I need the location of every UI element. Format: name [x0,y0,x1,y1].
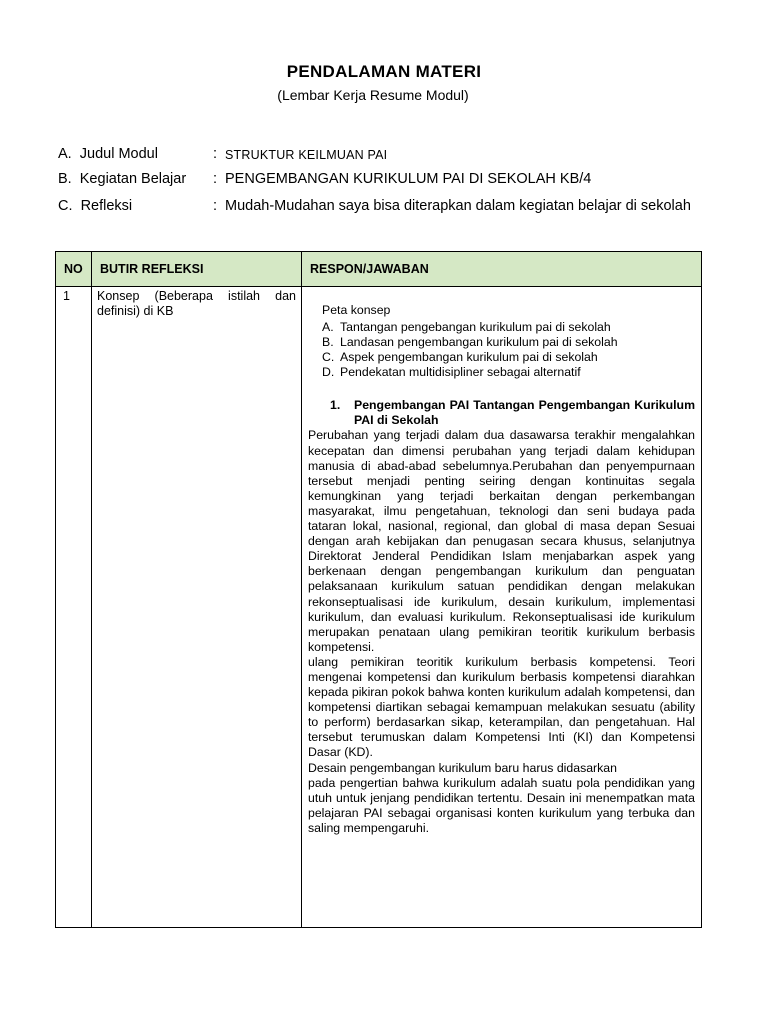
module-info [58,146,708,215]
section-heading [330,398,695,428]
header-respon-jawaban: RESPON/JAWABAN [302,252,702,287]
colon: : [213,171,218,187]
colon: : [213,198,218,214]
list-item: C. Aspek pengembangan kurikulum pai di sekolah [322,350,598,365]
activity-row [58,171,708,198]
reflection-value: Mudah-Mudahan saya bisa diterapkan dalam kegiatan belajar di sekolah [225,198,691,214]
paragraph: pada pengertian bahwa kurikulum adalah suatu pola pendidikan yang utuh untuk jenjang pendidikan tertentu. Desain ini menempatkan mata pelajaran PAI sebagai organisasi konten kurikulum yang terbuka dan saling mempengaruhi. [308,775,695,835]
paragraph: ulang pemikiran teoritik kurikulum berbasis kompetensi. Teori mengenai kompetensi dan kurikulum berbasis kompetensi diarahkan kepada pikiran pokok bahwa konten kurikulum adalah kompetensi, dan kompetensi diartikan sebagai kemampuan melakukan sesuatu (ability to perform) berdasarkan sikap, keterampilan, dan pengetahuan. Hal tersebut terumuskan dalam Kompetensi Inti (KI) dan Kompetensi Dasar (KD). [308,654,695,760]
butir-refleksi-cell: Konsep (Beberapa istilah dan definisi) di KB [92,287,302,928]
concept-map-list [308,320,695,380]
module-title-label: A. Judul Modul [58,146,158,162]
module-title-value: STRUKTUR KEILMUAN PAI [225,148,388,162]
reflection-label: C. Refleksi [58,198,133,214]
activity-label: B. Kegiatan Belajar [58,171,187,187]
table-header-row [56,252,702,287]
section-title: Pengembangan PAI Tantangan Pengembangan Kurikulum PAI di Sekolah [354,398,695,428]
paragraph: Desain pengembangan kurikulum baru harus didasarkan [308,760,617,775]
header-no: NO [56,252,92,287]
section-number: 1. [330,398,341,413]
row-number: 1 [56,287,92,928]
list-item: B. Landasan pengembangan kurikulum pai di sekolah [322,335,618,350]
page-subtitle: (Lembar Kerja Resume Modul) [277,87,469,103]
page-title: PENDALAMAN MATERI [286,62,482,81]
colon: : [213,146,218,162]
list-item: A. Tantangan pengebangan kurikulum pai di sekolah [322,320,611,335]
header-butir-refleksi: BUTIR REFLEKSI [92,252,302,287]
list-item: D. Pendekatan multidisipliner sebagai alternatif [322,365,581,380]
paragraph: Perubahan yang terjadi dalam dua dasawarsa terakhir mengalahkan kecepatan dan dimensi perubahan yang terjadi dalam kehidupan manusia di abad-abad sebelumnya.Perubahan dan penyempurnaan tersebut menjadi penting seiring dengan kontinuitas segala kemungkinan yang terjadi berkaitan dengan perkembangan masyarakat, ilmu pengetahuan, teknologi dan seni budaya pada tataran lokal, nasional, regional, dan global di masa depan Sesuai dengan arah kebijakan dan penugasan secara khusus, selanjutnya Direktorat Jenderal Pendidikan Islam menjabarkan aspek yang berkenaan dengan pengembangan kurikulum dan penguatan pelaksanaan kurikulum satuan pendidikan dengan melakukan rekonseptualisasi ide kurikulum, desain kurikulum, implementasi kurikulum, dan evaluasi kurikulum. Rekonseptualisasi ide kurikulum merupakan penataan ulang pemikiran teoritik kurikulum berbasis kompetensi. [308,428,695,654]
response-cell [302,287,702,928]
concept-map-title: Peta konsep [322,303,391,317]
reflection-table [55,251,702,928]
table-row [56,287,702,928]
activity-value: PENGEMBANGAN KURIKULUM PAI DI SEKOLAH KB/4 [225,171,592,187]
reflection-row [58,198,708,215]
module-title-row [58,146,708,171]
